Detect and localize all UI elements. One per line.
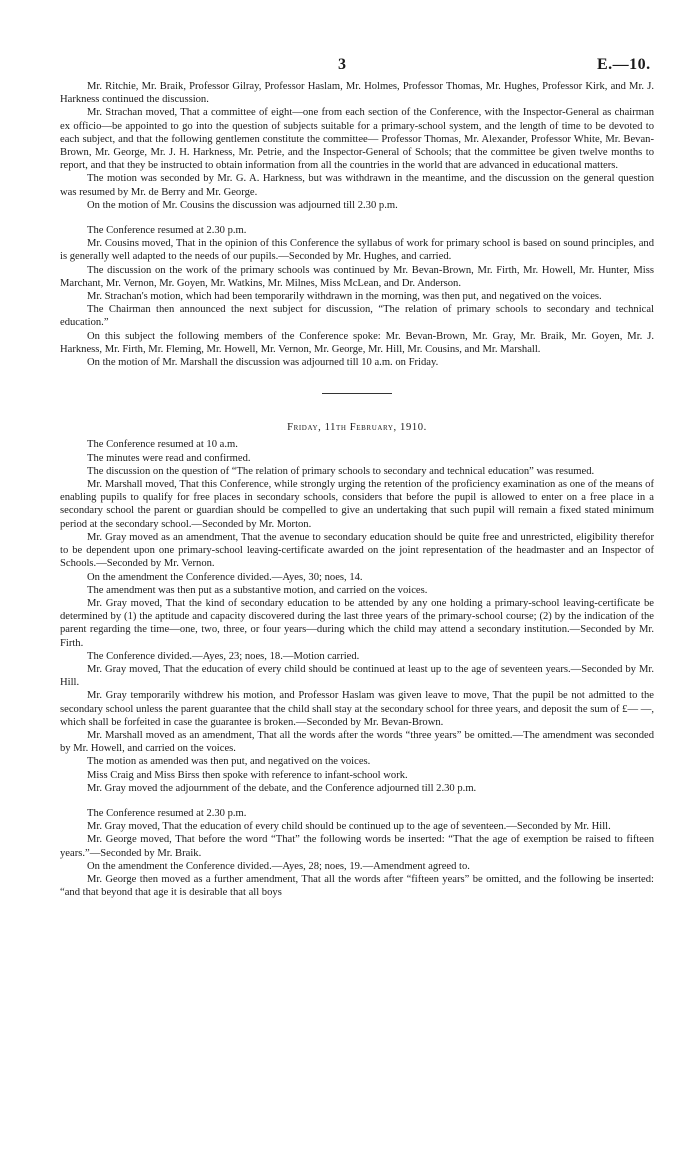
paragraph: Mr. George then moved as a further amendment, That all the words after “fifteen years” be omitted, and the following be inserted: “and that beyond that age it is desirable that all boys [60,873,654,899]
paragraph: Mr. Gray temporarily withdrew his motion, and Professor Haslam was given leave to move, That the pupil be not admitted to the secondary school unless the parent guarantee that the child shall stay at the secondary school for three years, and deposit the sum of £— —, which shall be forfeited in case the guarantee is broken.—Seconded by Mr. Bevan-Brown. [60,690,654,728]
paragraph: The Chairman then announced the next subject for discussion, “The relation of primary schools to secondary and technical education.” [60,304,654,329]
paragraph: Mr. Gray moved the adjournment of the debate, and the Conference adjourned till 2.30 p.m. [87,782,477,794]
paragraph: The Conference resumed at 10 a.m. [87,439,238,451]
paragraph: The motion was seconded by Mr. G. A. Harkness, but was withdrawn in the meantime, and the discussion on the general question was resumed by Mr. de Berry and Mr. George. [60,173,654,198]
section-divider [322,393,392,394]
document-body [60,80,654,899]
paragraph: The Conference resumed at 2.30 p.m. [87,807,247,819]
paragraph: Mr. Gray moved as an amendment, That the avenue to secondary education should be quite free and unrestricted, eligibility therefor to be dependent upon one primary-school leaving-certificate awarded on the joint representation of the headmaster and an Inspector of Schools.—Seconded by Mr. Vernon. [60,531,654,570]
paragraph: The discussion on the question of “The relation of primary schools to secondary and technical education” was resumed. [87,465,595,477]
page-header [0,50,700,72]
paragraph: The motion as amended was then put, and negatived on the voices. [87,756,371,768]
paragraph: Mr. Marshall moved, That this Conference, while strongly urging the retention of the proficiency examination as one of the means of enabling pupils to qualify for free places in secondary schools, considers that before the pupil is allowed to enter on a free place in a secondary school the parent or guardian should be compelled to give an undertaking that such pupil will remain a fixed stated minimum period at the secondary school.—Seconded by Mr. Morton. [60,479,654,530]
paragraph: The amendment was then put as a substantive motion, and carried on the voices. [87,584,428,596]
paragraph: The Conference resumed at 2.30 p.m. [87,225,247,237]
paragraph: The discussion on the work of the primary schools was continued by Mr. Bevan-Brown, Mr. Firth, Mr. Howell, Mr. Hunter, Miss Marchant, Mr. Vernon, Mr. Goyen, Mr. Watkins, Mr. Milnes, Miss McLean, and Dr. Anderson. [60,264,654,289]
section-divider-wrap [60,369,654,421]
paragraph: Mr. Gray moved, That the education of every child should be continued up to the age of seventeen.—Seconded by Mr. Hill. [87,821,611,833]
document-reference: E.—10. [597,56,651,73]
paragraph: On the motion of Mr. Cousins the discussion was adjourned till 2.30 p.m. [87,199,398,211]
paragraph: Mr. Strachan moved, That a committee of eight—one from each section of the Conference, with the Inspector-General as chairman ex officio—be appointed to go into the question of subjects suitable for a primary-school system, and the length of time to be devoted to each subject, and that the following gentlemen constitute the committee— Professor Thomas, Mr. Alexander, Professor White, Mr. Bevan-Brown, Mr. George, Mr. J. H. Harkness, Mr. Petrie, and the Inspector-General of Schools; that the committee be given twelve months to report, and that they be instructed to obtain information from all the countries in the world that are advanced in educational matters. [60,107,654,172]
paragraph: Mr. Ritchie, Mr. Braik, Professor Gilray, Professor Haslam, Mr. Holmes, Professor Thomas, Mr. Hughes, Professor Kirk, and Mr. J. Harkness continued the discussion. [60,81,654,106]
paragraph: Mr. Strachan's motion, which had been temporarily withdrawn in the morning, was then put, and negatived on the voices. [87,291,602,303]
date-heading: Friday, 11th February, 1910. [287,422,427,434]
paragraph: Mr. Marshall moved as an amendment, That all the words after the words “three years” be omitted.—The amendment was seconded by Mr. Howell, and carried on the voices. [60,729,654,755]
paragraph: Mr. George moved, That before the word “That” the following words be inserted: “That the age of exemption be raised to fifteen years.”—Seconded by Mr. Braik. [60,834,654,859]
paragraph: Mr. Cousins moved, That in the opinion of this Conference the syllabus of work for primary school is based on sound principles, and is generally well adapted to the needs of our pupils.—Seconded by Mr. Hughes, and carried. [60,238,654,263]
paragraph: On the amendment the Conference divided.—Ayes, 28; noes, 19.—Amendment agreed to. [87,860,470,872]
paragraph: On this subject the following members of the Conference spoke: Mr. Bevan-Brown, Mr. Gray, Mr. Braik, Mr. Goyen, Mr. J. Harkness, Mr. Firth, Mr. Fleming, Mr. Howell, Mr. Vernon, Mr. George, Mr. Hill, Mr. Cousins, and Mr. Marshall. [60,330,654,355]
paragraph: Mr. Gray moved, That the education of every child should be continued at least up to the age of seventeen years.—Seconded by Mr. Hill. [60,663,654,689]
page-number: 3 [338,56,346,73]
paragraph: On the motion of Mr. Marshall the discussion was adjourned till 10 a.m. on Friday. [87,357,439,369]
paragraph: The minutes were read and confirmed. [87,452,251,464]
section-friday-morning [60,438,654,794]
paragraph: Miss Craig and Miss Birss then spoke with reference to infant-school work. [87,769,408,781]
paragraph: The Conference divided.—Ayes, 23; noes, 18.—Motion carried. [87,650,360,662]
paragraph: Mr. Gray moved, That the kind of secondary education to be attended by any one holding a primary-school leaving-certificate be determined by (1) the aptitude and capacity discovered during the last three years of the primary-school course; (2) by the indication of the parent regarding the time—one, two, three, or four years—during which the child may attend a secondary institution.—Seconded by Mr. Firth. [60,597,654,649]
section-afternoon [60,224,654,369]
section-friday-afternoon [60,807,654,899]
section-morning [60,80,654,212]
paragraph: On the amendment the Conference divided.—Ayes, 30; noes, 14. [87,571,363,583]
